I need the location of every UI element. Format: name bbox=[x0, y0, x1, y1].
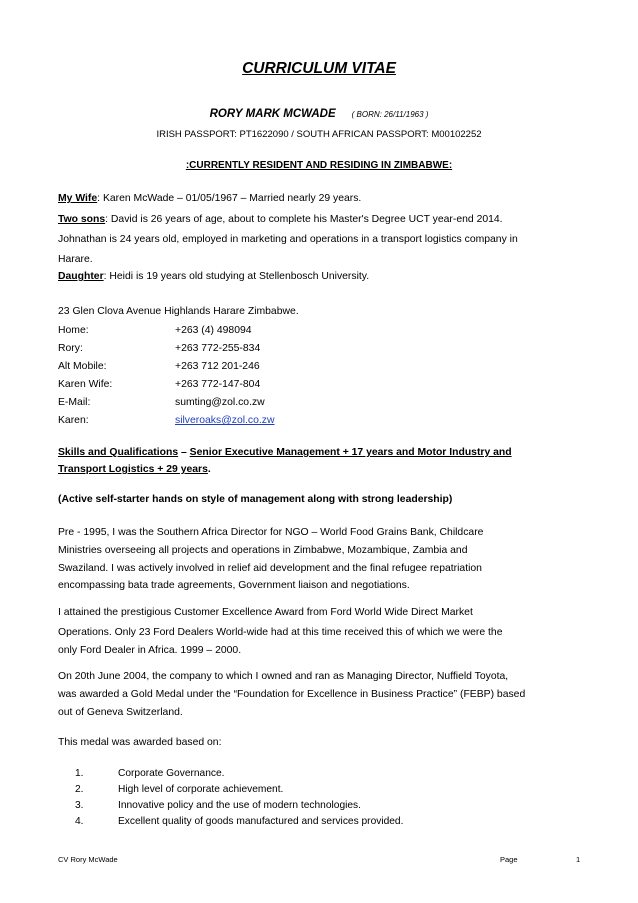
list-item: High level of corporate achievement. bbox=[118, 784, 284, 795]
passport-line: IRISH PASSPORT: PT1622090 / SOUTH AFRICAN PASSPORT: M00102252 bbox=[156, 129, 482, 140]
sons-line bbox=[58, 214, 503, 225]
footer-title: CV Rory McWade bbox=[58, 855, 118, 864]
list-item: Innovative policy and the use of modern technologies. bbox=[118, 800, 361, 811]
list-item-number: 2. bbox=[75, 784, 84, 795]
sons-label: Two sons bbox=[58, 214, 106, 225]
leadership-statement: (Active self-starter hands on style of management along with strong leadership) bbox=[58, 494, 453, 505]
johnathan-line: Johnathan is 24 years old, employed in marketing and operations in a transport logistics company in bbox=[58, 234, 518, 245]
contact-rory-label: Rory: bbox=[58, 343, 83, 354]
ford-line: Operations. Only 23 Ford Dealers World-wide had at this time received this of which we were the bbox=[58, 627, 503, 638]
sons-text: : David is 26 years of age, about to complete his Master's Degree UCT year-end 2014. bbox=[105, 214, 503, 225]
full-name: RORY MARK MCWADE bbox=[209, 108, 336, 120]
toyota-line: out of Geneva Switzerland. bbox=[58, 707, 183, 718]
daughter-label: Daughter bbox=[58, 271, 104, 282]
toyota-line: was awarded a Gold Medal under the “Foundation for Excellence in Business Practice” (FEBP) based bbox=[58, 689, 526, 700]
skills-dash: – bbox=[178, 447, 190, 458]
document-title: CURRICULUM VITAE bbox=[242, 60, 396, 77]
skills-text-2: Transport Logistics + 29 years bbox=[58, 464, 208, 475]
list-item-number: 4. bbox=[75, 816, 84, 827]
wife-line bbox=[58, 193, 361, 204]
wife-text: : Karen McWade – 01/05/1967 – Married nearly 29 years. bbox=[97, 193, 362, 204]
skills-line-1 bbox=[58, 447, 512, 458]
list-item-number: 1. bbox=[75, 768, 84, 779]
footer-page-label: Page bbox=[500, 855, 518, 864]
contact-alt-label: Alt Mobile: bbox=[58, 361, 107, 372]
contact-karen-wife-value: +263 772-147-804 bbox=[175, 379, 261, 390]
contact-home-value: +263 (4) 498094 bbox=[175, 325, 252, 336]
contact-email-value: sumting@zol.co.zw bbox=[175, 397, 265, 408]
residency-heading: :CURRENTLY RESIDENT AND RESIDING IN ZIMBABWE: bbox=[185, 160, 453, 171]
pre1995-line: Ministries overseeing all projects and operations in Zimbabwe, Mozambique, Zambia and bbox=[58, 545, 468, 556]
pre1995-line: encompassing bata trade agreements, Government liaison and negotiations. bbox=[58, 580, 410, 591]
contact-rory-value: +263 772-255-834 bbox=[175, 343, 261, 354]
medal-intro: This medal was awarded based on: bbox=[58, 737, 222, 748]
johnathan-line-2: Harare. bbox=[58, 254, 93, 265]
daughter-text: : Heidi is 19 years old studying at Stellenbosch University. bbox=[103, 271, 370, 282]
address-line: 23 Glen Clova Avenue Highlands Harare Zimbabwe. bbox=[58, 306, 299, 317]
pre1995-line: Pre - 1995, I was the Southern Africa Director for NGO – World Food Grains Bank, Childcare bbox=[58, 527, 484, 538]
footer-page-number: 1 bbox=[576, 855, 581, 864]
contact-home-label: Home: bbox=[58, 325, 89, 336]
name-line bbox=[0, 108, 638, 120]
toyota-line: On 20th June 2004, the company to which I owned and ran as Managing Director, Nuffield Toyota, bbox=[58, 671, 509, 682]
skills-period: . bbox=[207, 464, 211, 475]
ford-line: I attained the prestigious Customer Excellence Award from Ford World Wide Direct Market bbox=[58, 607, 473, 618]
wife-label: My Wife bbox=[58, 193, 98, 204]
birth-date: ( BORN: 26/11/1963 ) bbox=[351, 110, 429, 119]
daughter-line bbox=[58, 271, 369, 282]
pre1995-line: Swaziland. I was actively involved in relief aid development and the final refugee repatriation bbox=[58, 563, 482, 574]
contact-email-label: E-Mail: bbox=[58, 397, 91, 408]
skills-line-2 bbox=[58, 464, 211, 475]
contact-karen-label: Karen: bbox=[58, 415, 89, 426]
skills-label: Skills and Qualifications bbox=[58, 447, 179, 458]
contact-karen-wife-label: Karen Wife: bbox=[58, 379, 113, 390]
list-item-number: 3. bbox=[75, 800, 84, 811]
list-item: Corporate Governance. bbox=[118, 768, 225, 779]
skills-text: Senior Executive Management + 17 years and Motor Industry and bbox=[189, 447, 512, 458]
contact-karen-email-link[interactable]: silveroaks@zol.co.zw bbox=[175, 415, 275, 426]
ford-line: only Ford Dealer in Africa. 1999 – 2000. bbox=[58, 645, 242, 656]
list-item: Excellent quality of goods manufactured and services provided. bbox=[118, 816, 404, 827]
contact-alt-value: +263 712 201-246 bbox=[175, 361, 260, 372]
